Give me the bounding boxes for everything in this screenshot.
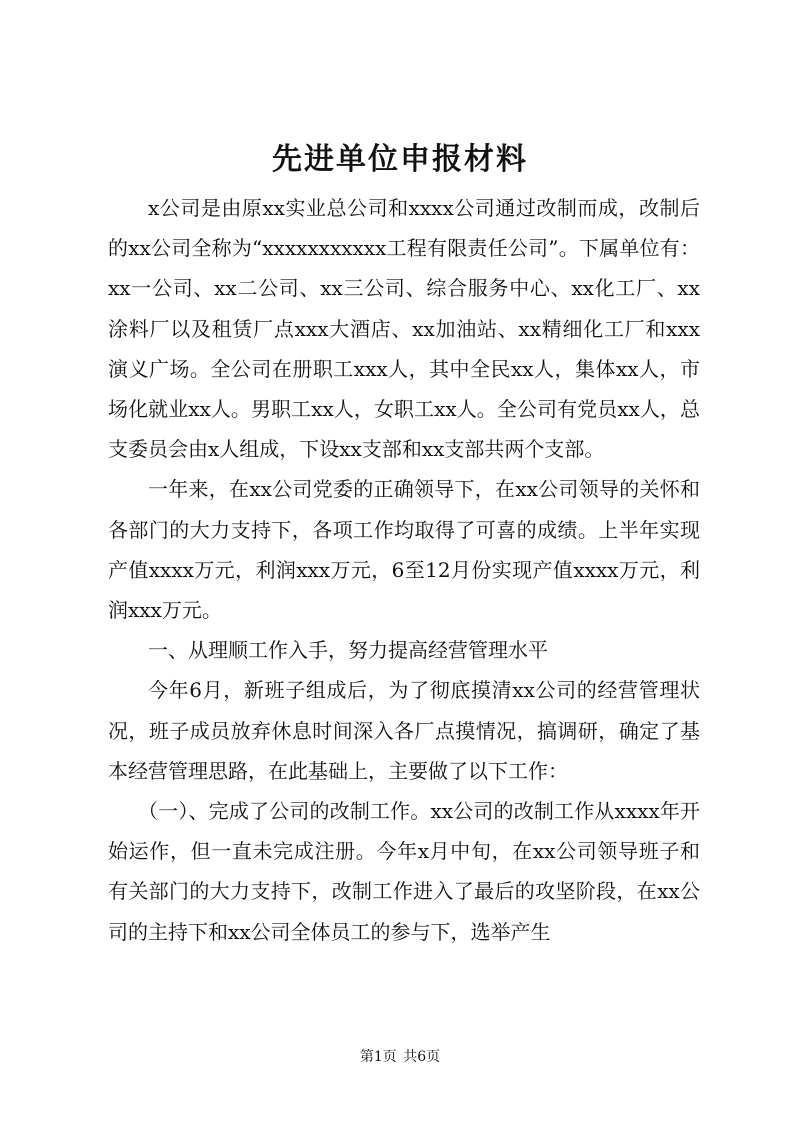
paragraph-company-overview: x公司是由原xx实业总公司和xxxx公司通过改制而成，改制后的xx公司全称为“xxxxxxxxxxx工程有限责任公司”。下属单位有：xx一公司、xx二公司、xx三公司、综合服务中心、xx化工厂、xx涂料厂以及租赁厂点xxx大酒店、xx加油站、xx精细化工厂和xxx演义广场。全公司在册职工xxx人，其中全民xx人，集体xx人，市场化就业xx人。男职工xx人，女职工xx人。全公司有党员xx人，总支委员会由x人组成，下设xx支部和xx支部共两个支部。 bbox=[108, 196, 700, 462]
document-title: 先进单位申报材料 bbox=[272, 142, 528, 177]
page-number: 第1页 bbox=[359, 1049, 397, 1065]
section-heading-management: 一、从理顺工作入手，努力提高经营管理水平 bbox=[148, 638, 548, 663]
paragraph-restructuring: （一）、完成了公司的改制工作。xx公司的改制工作从xxxx年开始运作，但一直未完成注册。今年x月中旬，在xx公司领导班子和有关部门的大力支持下，改制工作进入了最后的攻坚阶段，在xx公司的主持下和xx公司全体员工的参与下，选举产生 bbox=[108, 799, 700, 944]
page-total: 共6页 bbox=[403, 1049, 441, 1065]
document-body bbox=[108, 188, 700, 952]
paragraph-annual-results: 一年来，在xx公司党委的正确领导下，在xx公司领导的关怀和各部门的大力支持下，各项工作均取得了可喜的成绩。上半年实现产值xxxx万元，利润xxx万元，6至12月份实现产值xxxx万元，利润xxx万元。 bbox=[108, 477, 700, 623]
paragraph-new-team: 今年6月，新班子组成后，为了彻底摸清xx公司的经营管理状况，班子成员放弃休息时间深入各厂点摸情况，搞调研，确定了基本经营管理思路，在此基础上，主要做了以下工作： bbox=[108, 678, 700, 783]
page-footer bbox=[0, 1047, 800, 1067]
